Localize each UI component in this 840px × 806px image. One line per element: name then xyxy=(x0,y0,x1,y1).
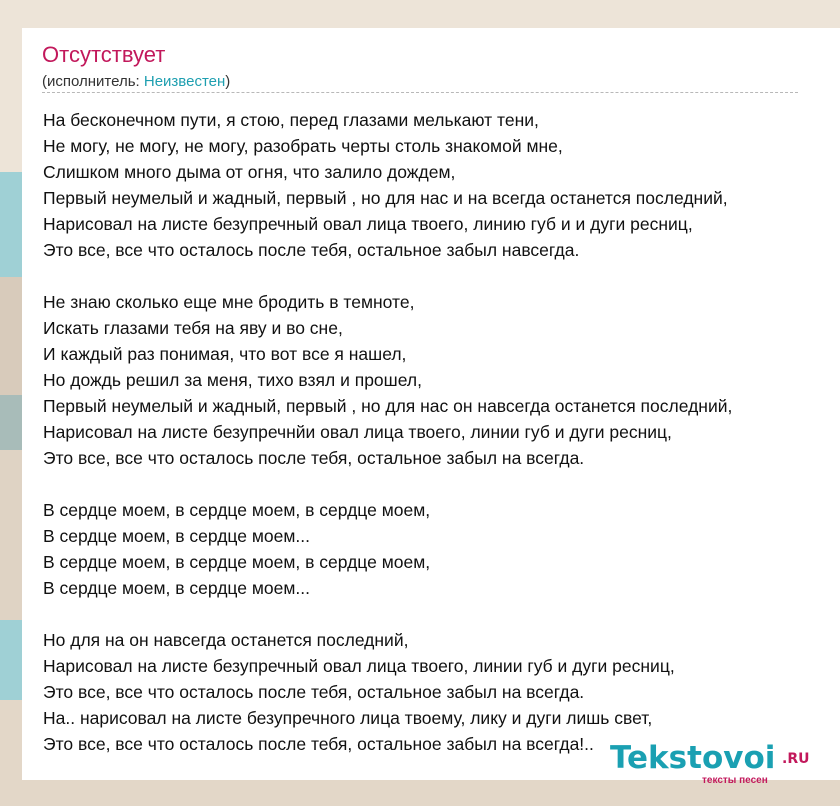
artist-line xyxy=(42,73,230,90)
logo-tagline: тексты песен xyxy=(702,775,768,786)
lyric-line: Нарисовал на листе безупречный овал лица твоего, линию губ и и дуги ресниц, xyxy=(43,214,693,234)
artist-suffix: ) xyxy=(225,73,231,90)
logo-wordmark: Tekstovoi xyxy=(610,740,776,776)
lyric-line: Не могу, не могу, не могу, разобрать черты столь знакомой мне, xyxy=(43,136,563,156)
stanza-gap xyxy=(43,263,840,289)
lyric-line: Не знаю сколько еще мне бродить в темноте, xyxy=(43,292,415,312)
lyric-line: Это все, все что осталось после тебя, остальное забыл на всегда. xyxy=(43,448,585,468)
artist-link[interactable]: Неизвестен xyxy=(143,73,226,90)
lyric-line: Нарисовал на листе безупречный овал лица твоего, линии губ и дуги ресниц, xyxy=(43,656,675,676)
lyric-line: Нарисовал на листе безупречнйи овал лица твоего, линии губ и дуги ресниц, xyxy=(43,422,672,442)
lyric-line: В сердце моем, в сердце моем, в сердце моем, xyxy=(43,500,431,520)
artist-prefix: (исполнитель: xyxy=(42,73,144,90)
lyric-line: Это все, все что осталось после тебя, остальное забыл навсегда. xyxy=(43,240,580,260)
divider xyxy=(42,92,798,93)
lyric-line: Но дождь решил за меня, тихо взял и прошел, xyxy=(43,370,422,390)
lyric-line: В сердце моем, в сердце моем... xyxy=(43,526,310,546)
lyric-line: Это все, все что осталось после тебя, остальное забыл на всегда. xyxy=(43,682,585,702)
lyric-line: В сердце моем, в сердце моем... xyxy=(43,578,310,598)
stanza-gap xyxy=(43,601,840,627)
song-title: Отсутствует xyxy=(42,42,166,67)
logo-domain: .RU xyxy=(782,751,810,767)
lyric-line: И каждый раз понимая, что вот все я нашел, xyxy=(43,344,407,364)
lyric-line: Это все, все что осталось после тебя, остальное забыл на всегда!.. xyxy=(43,734,594,754)
lyrics-text xyxy=(43,107,840,757)
lyric-line: Первый неумелый и жадный, первый , но для нас и на всегда останется последний, xyxy=(43,188,728,208)
site-logo[interactable] xyxy=(610,740,810,790)
lyric-line: На бесконечном пути, я стою, перед глазами мелькают тени, xyxy=(43,110,539,130)
lyric-line: Слишком много дыма от огня, что залило дождем, xyxy=(43,162,456,182)
lyric-line: Но для на он навсегда останется последний, xyxy=(43,630,409,650)
lyric-line: На.. нарисовал на листе безупречного лица твоему, лику и дуги лишь свет, xyxy=(43,708,653,728)
lyric-line: Первый неумелый и жадный, первый , но для нас он навсегда останется последний, xyxy=(43,396,733,416)
lyric-line: Искать глазами тебя на яву и во сне, xyxy=(43,318,343,338)
lyric-line: В сердце моем, в сердце моем, в сердце моем, xyxy=(43,552,431,572)
lyrics-card xyxy=(22,28,840,780)
stanza-gap xyxy=(43,471,840,497)
